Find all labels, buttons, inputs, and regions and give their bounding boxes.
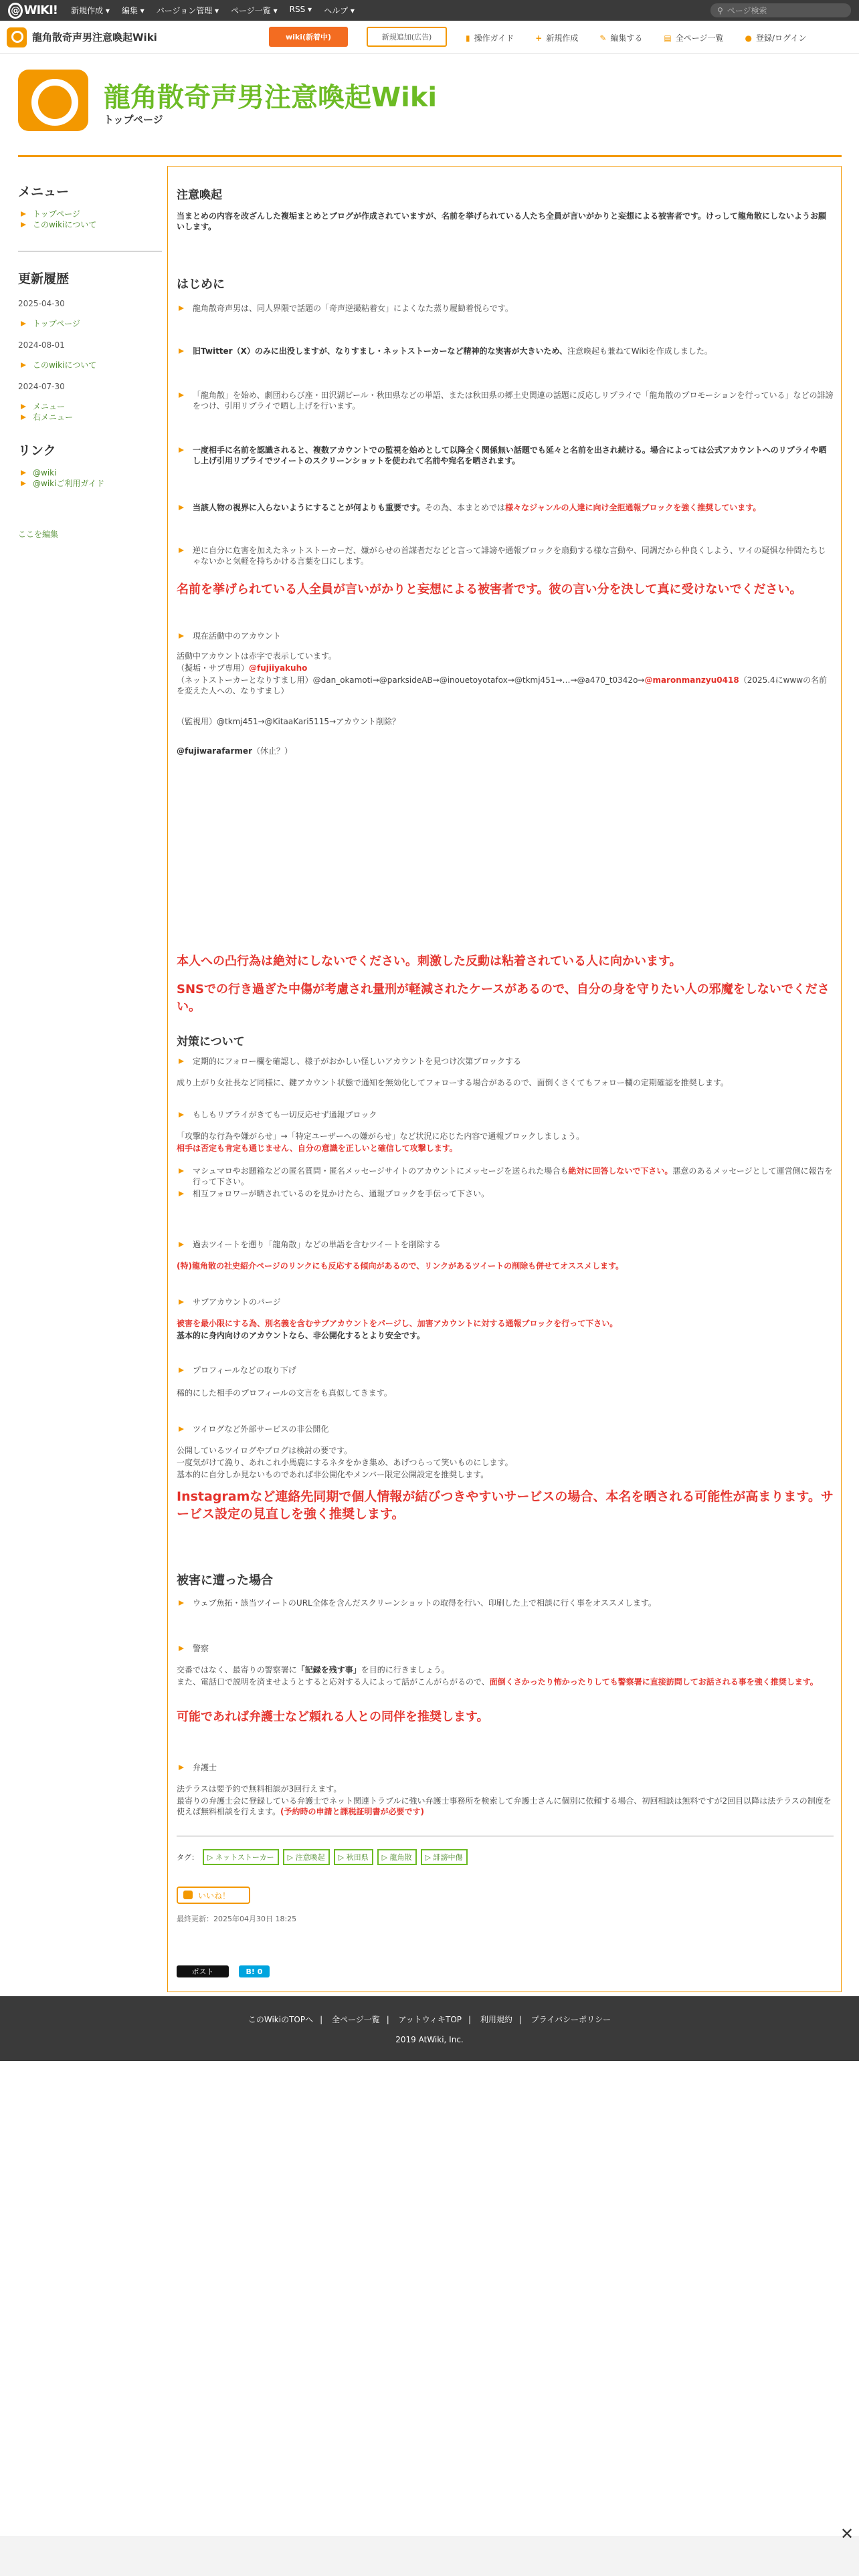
warning-text: SNSでの行き過ぎた中傷が考慮され量刑が軽減されたケースがあるので、自分の身を守りたい人の邪魔をしないでください。 (177, 982, 830, 1014)
history-item: トップページ (18, 319, 162, 328)
warning-text: 名前を挙げられている人全員が言いがかりと妄想による被害者です。彼の言い分を決して真に受けないでください。 (177, 582, 802, 597)
list-item: マシュマロやお題箱などの匿名質問・匿名メッセージサイトのアカウントにメッセージを送られた場合も絶対に回答しないで下さい。悪意のあるメッセージとして運営側に報告を行って下さい。 (177, 1166, 834, 1187)
measure-detail: 一度気がけて漁り、あれこれ小馬鹿にするネタをかき集め、あげつらって笑いものにします。 (177, 1458, 513, 1467)
hatena-bookmark-button[interactable]: B! 0 (239, 1965, 270, 1977)
history-date: 2024-08-01 (18, 340, 65, 350)
tag[interactable]: ▷ 龍角散 (377, 1849, 417, 1865)
sidebar-link-top: トップページ (18, 209, 162, 219)
history-heading: 更新履歴 (18, 272, 70, 286)
list-item: もしもリプライがきても一切反応せず通報ブロック (177, 1109, 834, 1120)
list-item: プロフィールなどの取り下げ (177, 1365, 834, 1376)
accounts-line: （ネットストーカーとなりすまし用）@dan_okamoti→@parksideAB→@inouetoyotafox→@tkmj451→…→@a470_t0342o→@maronmanzyu0418（2025.4にwwwの名前を変えた人への、なりすまし） (177, 675, 828, 695)
footer-links: このWikiのTOPへ | 全ページ一覧 | アットウィキTOP | 利用規約 | プライバシーポリシー (248, 2015, 611, 2024)
link-guide: @wikiご利用ガイド (18, 479, 162, 488)
search-icon: ⚲ (717, 5, 723, 15)
history-item: メニュー (18, 402, 162, 411)
measure-detail: 成り上がり女社長など同様に、鍵アカウント状態で通知を無効化してフォローする場合があるので、面倒くさくてもフォロー欄の定期確認を推奨します。 (177, 1078, 729, 1087)
page-subtitle: トップページ (104, 114, 163, 126)
like-button[interactable]: いいね！ (177, 1887, 250, 1904)
accounts-note: 活動中アカウントは赤字で表示しています。 (177, 651, 337, 661)
x-post-button[interactable]: ポスト (177, 1965, 229, 1977)
list-item: 「龍角散」を始め、劇団わらび座・田沢湖ビール・秋田県などの単語、または秋田県の郷土史関連の話題に反応しリプライで「龍角散のプロモーションを行っている」などの誹謗をつけ、引用リプライで晒し上げを行います。 (177, 390, 834, 411)
tag[interactable]: ▷ 注意喚起 (283, 1849, 330, 1865)
measure-detail: 被害を最小限にする為、別名義を含むサブアカウントをパージし、加害アカウントに対する通報ブロックを行って下さい。 (177, 1319, 618, 1328)
ops-menu (466, 21, 806, 54)
list-item: 旧Twitter（X）のみに出没しますが、なりすまし・ネットストーカーなど精神的な実害が大きいため、注意喚起も兼ねてWikiを作成しました。 (177, 346, 834, 356)
list-item: 警察 (177, 1643, 834, 1654)
wiki-name[interactable]: 龍角散奇声男注意喚起Wiki (0, 27, 157, 47)
measure-detail: 基本的に自分しか見ないものであれば非公開化やメンバー限定公開設定を推奨します。 (177, 1470, 489, 1479)
at-icon: @ (8, 3, 23, 19)
footer-link[interactable]: アットウィキTOP (398, 2015, 462, 2024)
measure-detail: 相手は否定も肯定も通じません、自分の意識を正しいと確信して攻撃します。 (177, 1144, 458, 1153)
warning-text: Instagramなど連絡先同期で個人情報が結びつきやすいサービスの場合、本名を晒される可能性が高まります。サービス設定の見直しを強く推奨します。 (177, 1489, 834, 1521)
notice-text: 当まとめの内容を改ざんした複垢まとめとブログが作成されていますが、名前を挙げられている人たち全員が言いがかりと妄想による被害者です。けっして龍角散にしないようお願いします。 (177, 211, 827, 231)
ad-button[interactable]: 新規追加(広告) (367, 27, 447, 47)
footer (0, 1996, 859, 2061)
page-title[interactable]: 龍角散奇声男注意喚起Wiki (104, 82, 438, 113)
guide-icon: ▮ (466, 33, 470, 43)
wiki-mini-logo-icon (7, 27, 27, 47)
sidebar (18, 182, 162, 540)
list-item: 当該人物の視界に入らないようにすることが何よりも重要です。その為、本まとめでは様々なジャンルの人達に向け全拒通報ブロックを強く推奨しています。 (177, 502, 834, 513)
measure-detail: 稀的にした相手のプロフィールの文言をも真似してきます。 (177, 1388, 392, 1398)
warning-text: 可能であれば弁護士など頼れる人との同伴を推奨します。 (177, 1710, 489, 1724)
measure-detail: 「攻撃的な行為や嫌がらせ」→「特定ユーザーへの嫌がらせ」など状況に応じた内容で通報ブロックしましょう。 (177, 1132, 585, 1141)
tags-label: タグ： (177, 1853, 199, 1862)
tag[interactable]: ▷ ネットストーカー (203, 1849, 279, 1865)
user-icon: ● (745, 33, 752, 43)
footer-link[interactable]: プライバシーポリシー (531, 2015, 611, 2024)
main-content (167, 166, 842, 1992)
victim-detail: 交番ではなく、最寄りの警察署に「記録を残す事」を目的に行きましょう。 (177, 1665, 450, 1675)
tag[interactable]: ▷ 誹謗中傷 (421, 1849, 468, 1865)
accounts-line: @fujiwarafarmer（休止？） (177, 746, 293, 756)
list-item: 定期的にフォロー欄を確認し、様子がおかしい怪しいアカウントを見つけ次第ブロックする (177, 1056, 834, 1067)
list-item: 相互フォロワーが晒されているのを見かけたら、通報ブロックを手伝って下さい。 (177, 1188, 834, 1199)
wiki-new-button[interactable]: wiki(新着中) (269, 27, 348, 47)
ad-bar (0, 2536, 859, 2576)
op-new[interactable]: + 新規作成 (535, 33, 579, 43)
list-item: 過去ツイートを遡り「龍角散」などの単語を含むツイートを削除する (177, 1239, 834, 1250)
footer-link[interactable]: このWikiのTOPへ (248, 2015, 314, 2024)
top-bar (0, 0, 859, 21)
accounts-line: （擬垢・サブ専用）@fujiiyakuho (177, 663, 308, 673)
op-edit[interactable]: ✎ 編集する (599, 33, 643, 43)
history-date: 2024-07-30 (18, 382, 65, 391)
pencil-icon: ✎ (599, 33, 607, 43)
measure-detail: 公開しているツイログやブログは検討の要です。 (177, 1446, 353, 1455)
op-login[interactable]: ● 登録/ログイン (745, 33, 807, 43)
links-heading: リンク (18, 443, 56, 458)
page-icon: ▤ (664, 33, 672, 43)
list-item: ウェブ魚拓・該当ツイートのURL全体を含んだスクリーンショットの取得を行い、印刷した上で相談に行く事をオススメします。 (177, 1598, 834, 1608)
menu-heading: メニュー (18, 185, 70, 199)
measure-detail: (特)龍角散の社史紹介ページのリンクにも反応する傾向があるので、リンクがあるツイートの削除も併せてオススメします。 (177, 1261, 624, 1271)
sidebar-link-about: このwikiについて (18, 220, 162, 229)
menu-pages[interactable]: ページ一覧 ▾ (231, 6, 278, 15)
accounts-line: （監視用）@tkmj451→@KitaaKari5115→アカウント削除？ (177, 717, 401, 726)
op-guide[interactable]: ▮ 操作ガイド (466, 33, 514, 43)
wiki-logo-icon[interactable] (18, 70, 88, 131)
warning-text: 本人への凸行為は絶対にしないでください。刺激した反動は粘着されている人に向かいます。 (177, 954, 682, 968)
link-atwiki: @wiki (18, 468, 162, 477)
header-divider (18, 155, 842, 157)
op-pages[interactable]: ▤ 全ページ一覧 (664, 33, 724, 43)
menu-edit[interactable]: 編集 ▾ (121, 6, 145, 15)
victim-detail: 最寄りの弁護士会に登録している弁護士でネット関連トラブルに強い弁護士事務所を検索して弁護士さんに個別に依頼する場合、初回相談は無料ですが2回目以降は法テラスの制度を使えば無料相談を行えます。(予約時の申請と課税証明書が必要です) (177, 1796, 832, 1816)
measures-heading: 対策について (177, 1035, 245, 1049)
list-item: 逆に自分に危害を加えたネットストーカーだ、嫌がらせの首謀者だなどと言って誹謗や通報ブロックを扇動する様な言動や、同調だから仲良くしよう、ワイの疑惧な仲間たちじゃないかと気軽を持ちかける言葉を口にします。 (177, 545, 834, 566)
list-item: 現在活動中のアカウント (177, 631, 834, 641)
wiki-subbar (0, 21, 859, 54)
notice-heading: 注意喚起 (177, 189, 222, 202)
tag-list (177, 1849, 468, 1865)
history-item: このwikiについて (18, 360, 162, 370)
tag[interactable]: ▷ 秋田県 (334, 1849, 373, 1865)
list-item: サブアカウントのパージ (177, 1297, 834, 1307)
victim-detail: 法テラスは要予約で無料相談が3回行えます。 (177, 1784, 342, 1794)
menu-version[interactable]: バージョン管理 ▾ (156, 6, 219, 15)
victim-detail: また、電話口で説明を済ませようとすると応対する人によって話がこんがらがるので、面倒くさかったり怖かったりしても警察署に直接訪問してお話される事を強く推奨します。 (177, 1677, 818, 1687)
edit-sidebar-link[interactable]: ここを編集 (18, 530, 59, 539)
footer-link[interactable]: 利用規約 (480, 2015, 512, 2024)
history-date: 2025-04-30 (18, 299, 65, 308)
menu-help[interactable]: ヘルプ ▾ (324, 6, 355, 15)
last-updated: 最終更新：2025年04月30日 18:25 (177, 1915, 297, 1923)
list-item: ツイログなど外部サービスの非公開化 (177, 1424, 834, 1434)
list-item: 龍角散奇声男は、同人界隈で話題の「奇声逆撮粘着女」によくなた蒸り履勧着悦らです。 (177, 303, 834, 314)
copyright: 2019 AtWiki, Inc. (395, 2035, 464, 2044)
top-menu (71, 5, 355, 16)
history-item: 右メニュー (18, 413, 162, 422)
atwiki-logo[interactable]: @ WIKI! (0, 0, 58, 21)
close-icon[interactable]: ✕ (840, 2525, 854, 2543)
menu-new[interactable]: 新規作成 ▾ (71, 6, 110, 15)
victim-heading: 被害に遭った場合 (177, 1574, 273, 1588)
plus-icon: + (535, 33, 543, 43)
list-item: 弁護士 (177, 1762, 834, 1773)
menu-rss[interactable]: RSS ▾ (289, 5, 312, 14)
list-item: 一度相手に名前を認識されると、複数アカウントでの監視を始めとして以降全く関係無い話題でも延々と名前を出され続ける。場合によっては公式アカウントへのリプライや晒し上げ引用リプライでツイートのスクリーンショットを使われて名前や宛名を晒されます。 (177, 445, 834, 466)
measure-detail: 基本的に身内向けのアカウントなら、非公開化するとより安全です。 (177, 1331, 425, 1340)
search-input[interactable]: ⚲ ページ検索 (710, 3, 851, 17)
footer-link[interactable]: 全ページ一覧 (331, 2015, 380, 2024)
intro-heading: はじめに (177, 278, 225, 292)
